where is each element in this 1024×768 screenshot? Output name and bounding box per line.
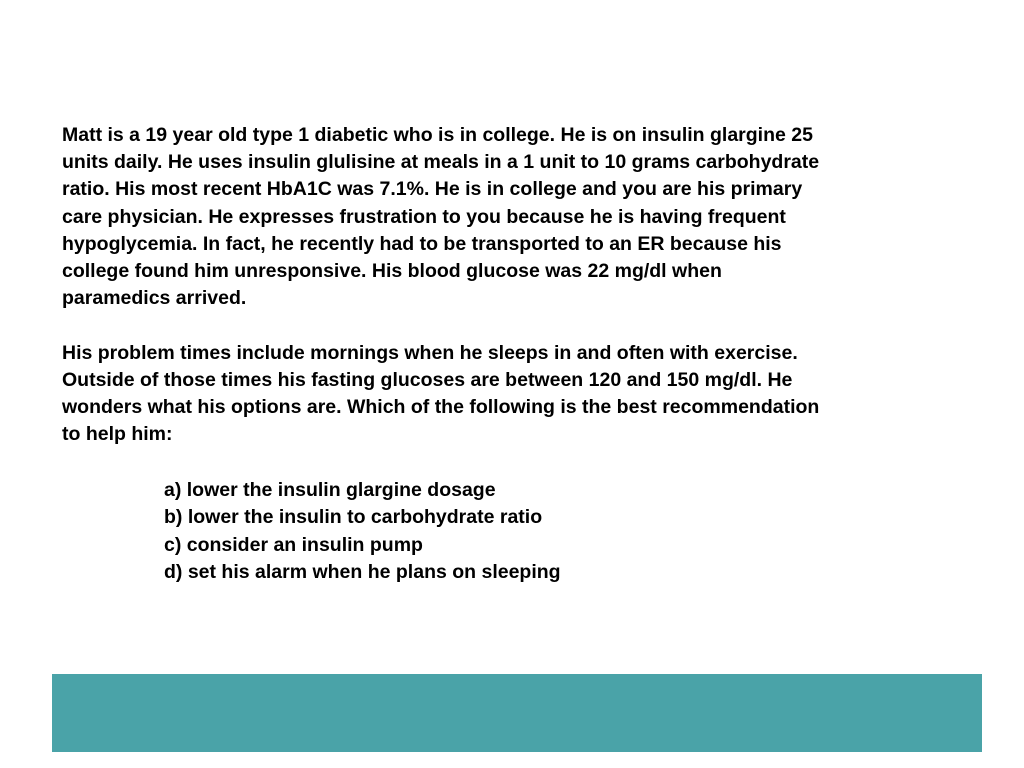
footer-band <box>52 674 982 752</box>
paragraph1-line: paramedics arrived. <box>62 287 247 310</box>
paragraph2-line: Outside of those times his fasting glucoses are between 120 and 150 mg/dl. He <box>62 368 793 391</box>
paragraph2-line: to help him: <box>62 423 173 446</box>
paragraph-spacer <box>62 312 962 339</box>
paragraph1-line: college found him unresponsive. His blood glucose was 22 mg/dl when <box>62 260 722 283</box>
paragraph1-line: units daily. He uses insulin glulisine at meals in a 1 unit to 10 grams carbohydrate <box>62 151 820 174</box>
question-text <box>62 122 962 448</box>
paragraph1-line: care physician. He expresses frustration to you because he is having frequent <box>62 205 786 228</box>
paragraph1-line: hypoglycemia. In fact, he recently had to be transported to an ER because his <box>62 232 782 255</box>
answer-options <box>164 477 561 586</box>
option-a: a) lower the insulin glargine dosage <box>164 479 496 501</box>
paragraph1-line: ratio. His most recent HbA1C was 7.1%. He is in college and you are his primary <box>62 178 803 201</box>
option-d: d) set his alarm when he plans on sleeping <box>164 560 561 583</box>
paragraph1-line: Matt is a 19 year old type 1 diabetic who is in college. He is on insulin glargine 25 <box>62 124 813 146</box>
option-c: c) consider an insulin pump <box>164 533 423 556</box>
paragraph2-line: wonders what his options are. Which of the following is the best recommendation <box>62 396 820 419</box>
option-b: b) lower the insulin to carbohydrate ratio <box>164 506 543 529</box>
paragraph2-line: His problem times include mornings when he sleeps in and often with exercise. <box>62 341 798 364</box>
